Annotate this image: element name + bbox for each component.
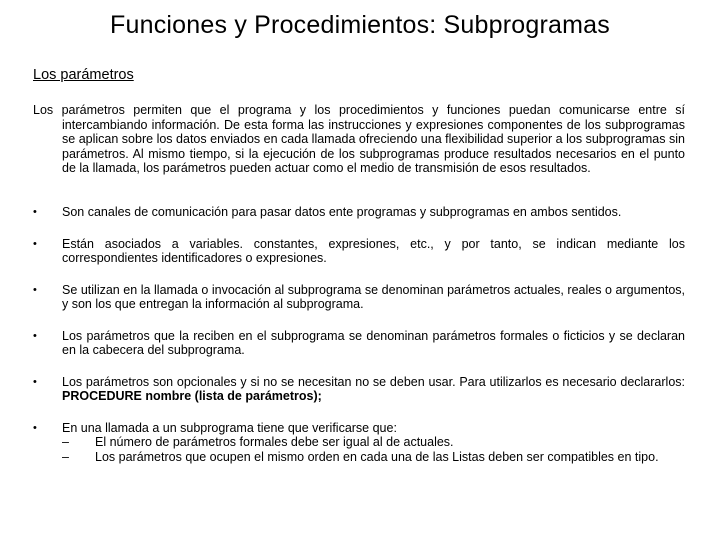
bullet-marker: • [33, 421, 37, 434]
bullet-text: Los parámetros que la reciben en el subprograma se denominan parámetros formales o ficticios y se declaran en la cabecera del subprograma. [62, 328, 685, 357]
sub-item-text: El número de parámetros formales debe ser igual al de actuales. [95, 435, 454, 449]
bullet-item [33, 283, 685, 312]
page-title: Funciones y Procedimientos: Subprogramas [110, 11, 610, 39]
sub-item [62, 450, 685, 465]
bullet-item [33, 421, 685, 465]
bullet-text: Están asociados a variables. constantes, expresiones, etc., y por tanto, se indican mediante los correspondientes identificadores o expresiones. [62, 236, 685, 265]
bullet-item [33, 237, 685, 266]
bullet-text: Los parámetros son opcionales y si no se necesitan no se deben usar. Para utilizarlos es necesario declararlos: [62, 374, 685, 389]
bullet-marker: • [33, 375, 37, 388]
intro-paragraph: Los parámetros permiten que el programa y los procedimientos y funciones puedan comunicarse entre sí intercambiando información. De esta forma las instrucciones y expresiones componentes de los subprogramas se aplican sobre los datos enviados en cada llamada ofreciendo una flexibilidad superior a los subprogramas sin parámetros. Al mismo tiempo, si la ejecución de los subprogramas produce resultados necesarios en el punto de la llamada, los parámetros pueden actuar como el medio de transmisión de esos resultados. [33, 103, 685, 175]
bullet-item [33, 329, 685, 358]
dash-marker: – [62, 449, 69, 464]
section-heading: Los parámetros [33, 67, 134, 83]
bullet-item [33, 375, 685, 404]
bullet-text: En una llamada a un subprograma tiene que verificarse que: [62, 420, 397, 435]
bullet-item [33, 205, 685, 220]
sub-item-text: Los parámetros que ocupen el mismo orden en cada una de las Listas deben ser compatibles en tipo. [95, 449, 659, 464]
dash-marker: – [62, 435, 69, 449]
bullet-text: Son canales de comunicación para pasar datos ente programas y subprogramas en ambos sentidos. [62, 205, 622, 219]
bullet-marker: • [33, 237, 37, 250]
bullet-marker: • [33, 206, 37, 218]
sub-item [62, 435, 685, 450]
bullet-list [33, 205, 685, 481]
bullet-marker: • [33, 329, 37, 342]
bullet-marker: • [33, 283, 37, 296]
sub-list [62, 435, 685, 464]
procedure-syntax: PROCEDURE nombre (lista de parámetros); [62, 389, 322, 403]
bullet-text: Se utilizan en la llamada o invocación al subprograma se denominan parámetros actuales, reales o argumentos, y son los que entregan la información al subprograma. [62, 282, 685, 311]
